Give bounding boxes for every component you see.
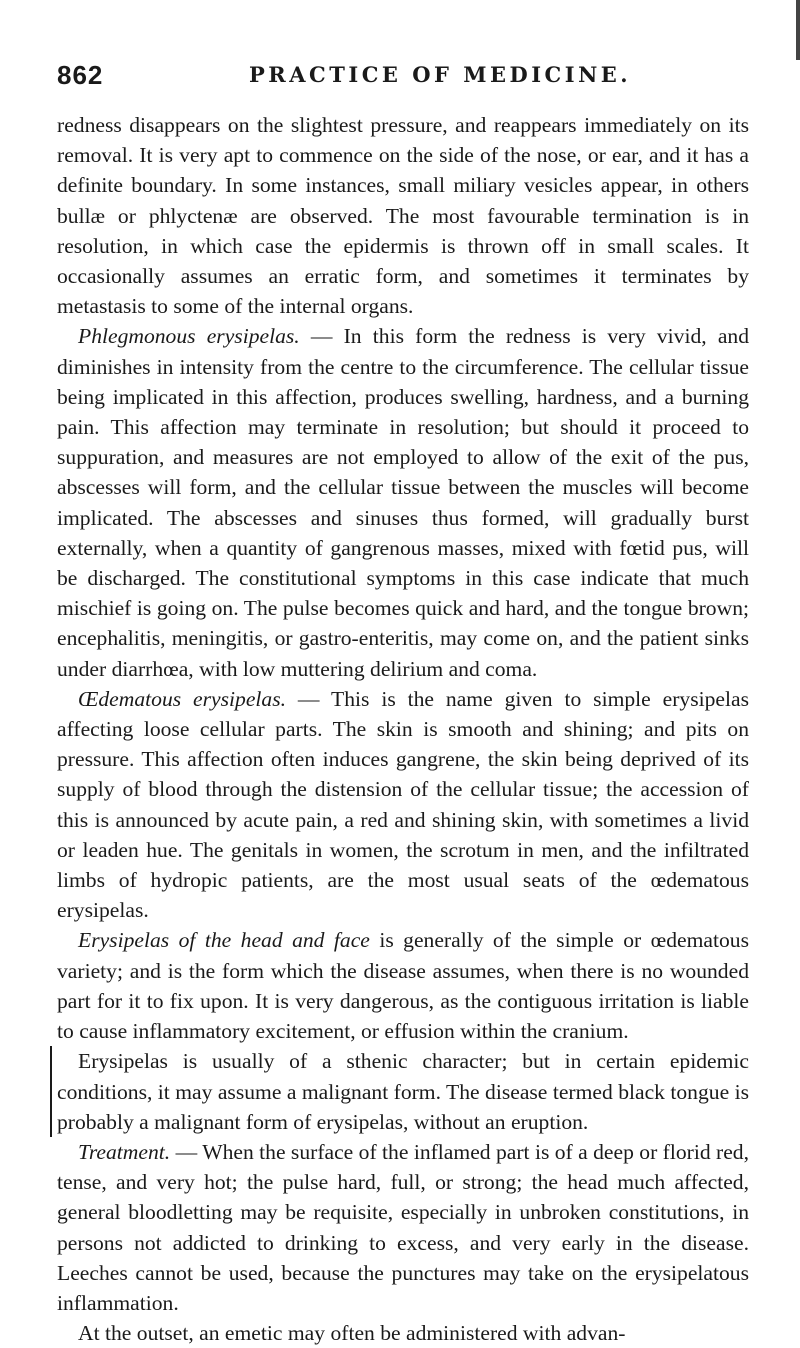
paragraph-text: Erysipelas is usually of a sthenic character; but in certain epidemic conditions, it may assume a malignant form. The disease termed black tongue is probably a malignant form of erysipelas, without an eruption. <box>57 1049 749 1134</box>
paragraph-text: — This is the name given to simple erysipelas affecting loose cellular parts. The skin is smooth and shining; and pits on pressure. This affection often induces gangrene, the skin being deprived of its supply of blood through the distension of the cellular tissue; the accession of this is announced by acute pain, a red and shining skin, with sometimes a livid or leaden hue. The genitals in women, the scrotum in men, and the infiltrated limbs of hydropic patients, are the most usual seats of the œdematous erysipelas. <box>57 686 749 923</box>
paragraph-lead: Phlegmonous erysipelas. <box>78 324 300 349</box>
paragraph-lead: Treatment. <box>78 1139 171 1164</box>
page-edge-mark <box>796 0 800 60</box>
paragraph-text: redness disappears on the slightest pressure, and reappears immediately on its removal. It is very apt to commence on the side of the nose, or ear, and it has a definite boundary. In some instances, small miliary vesicles appear, in others bullæ or phlyctenæ are observed. The most favourable termination is in resolution, in which case the epidermis is thrown off in small scales. It occasionally assumes an erratic form, and sometimes it terminates by metastasis to some of the internal organs. <box>57 113 749 319</box>
paragraph-treatment <box>57 1137 749 1318</box>
paragraph-lead: Erysipelas of the head and face <box>78 928 370 953</box>
paragraph-text: — In this form the redness is very vivid, and diminishes in intensity from the centre to the circumference. The cellular tissue being implicated in this affection, produces swelling, hardness, and a burning pain. This affection may terminate in resolution; but should it proceed to suppuration, and measures are not employed to allow of the exit of the pus, abscesses will form, and the cellular tissue between the muscles will become implicated. The abscesses and sinuses thus formed, will gradually burst externally, when a quantity of gangrenous masses, mixed with fœtid pus, will be discharged. The constitutional symptoms in this case indicate that much mischief is going on. The pulse becomes quick and hard, and the tongue brown; encephalitis, meningitis, or gastro-enteritis, may come on, and the patient sinks under diarrhœa, with low muttering delirium and coma. <box>57 324 750 681</box>
paragraph-text: is generally of the simple or œdematous variety; and is the form which the disease assumes, when there is no wounded part for it to fix upon. It is very dangerous, as the contiguous irritation is liable to cause inflammatory excitement, or effusion within the cranium. <box>57 928 749 1044</box>
body-text <box>57 110 749 1348</box>
page-number: 862 <box>57 60 104 90</box>
paragraph-intro <box>57 110 749 321</box>
paragraph-oedematous <box>57 684 749 926</box>
paragraph-sthenic <box>50 1046 749 1137</box>
paragraph-phlegmonous <box>57 321 749 683</box>
paragraph-lead: Œdematous erysipelas. <box>78 686 287 711</box>
paragraph-text: — When the surface of the inflamed part is of a deep or florid red, tense, and very hot; the pulse hard, full, or strong; the head much affected, general bloodletting may be requisite, especially in unbroken constitutions, in persons not addicted to drinking to excess, and very early in the disease. Leeches cannot be used, because the punctures may take on the erysipelatous inflammation. <box>57 1139 750 1315</box>
paragraph-text: At the outset, an emetic may often be administered with advan- <box>78 1321 626 1346</box>
running-title: PRACTICE OF MEDICINE. <box>249 62 632 87</box>
paragraph-outset <box>57 1318 749 1348</box>
page-header <box>57 60 757 100</box>
paragraph-head-face <box>57 925 749 1046</box>
